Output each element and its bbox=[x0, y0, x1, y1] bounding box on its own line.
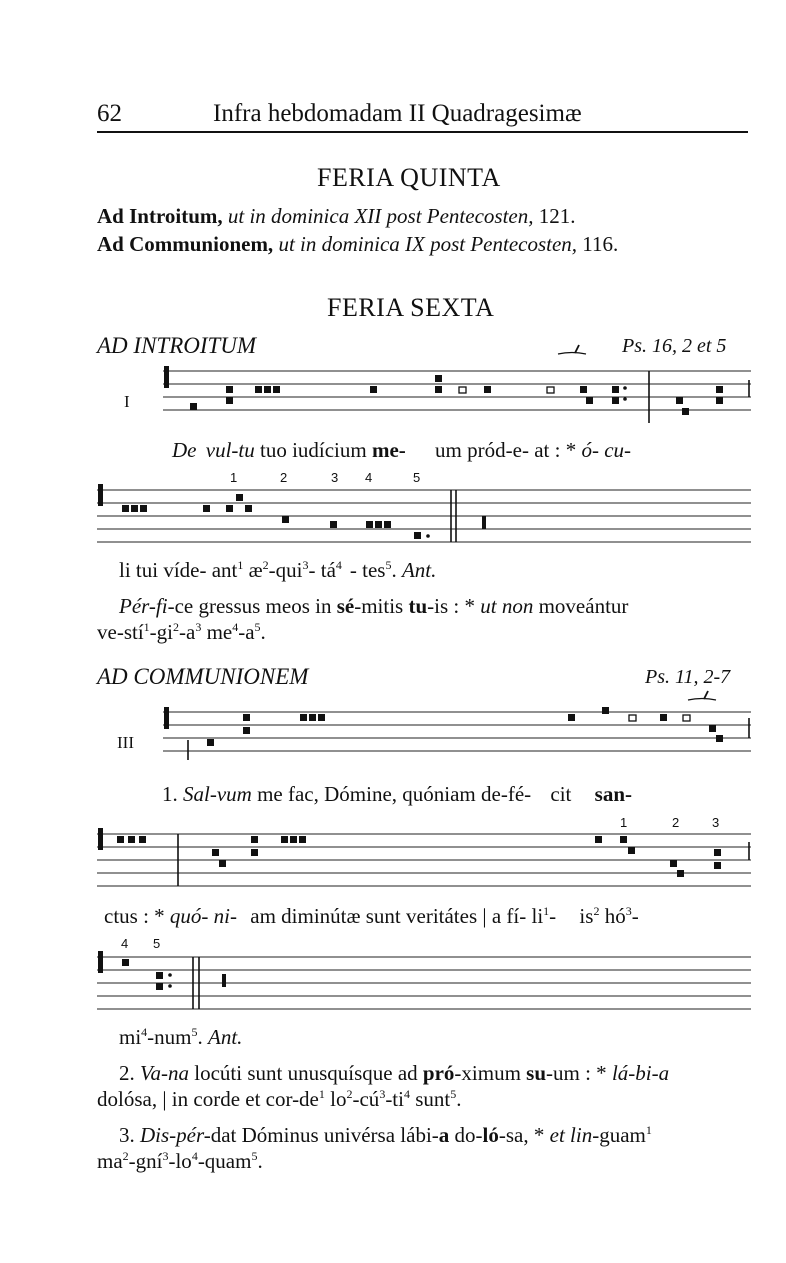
tone-number: 2 bbox=[280, 470, 288, 485]
tone-number: 1 bbox=[620, 815, 628, 830]
introitus-heading: AD INTROITUM bbox=[97, 333, 257, 358]
communio-page: 116. bbox=[582, 232, 619, 256]
tone-number: 4 bbox=[121, 936, 129, 951]
tone-number: 4 bbox=[365, 470, 373, 485]
introitus-verse-line-2: $ve-stí^1-gi^2-a^3$ $me^4-a^5$. bbox=[97, 620, 266, 644]
communio-verse-3-line-1: 3. Dis-pér-dat Dóminus univérsa lábi-a do-ló-sa, * et lin-guam$^1$ bbox=[119, 1123, 652, 1147]
running-title: Infra hebdomadam II Quadragesimæ bbox=[213, 100, 582, 127]
communio-label: Ad Communionem, bbox=[97, 232, 274, 256]
communio-lyrics-1: 1. Sal-vum me fac, Dómine, quóniam de-fé- cit san- bbox=[162, 782, 633, 806]
feria-quinta-title: FERIA QUINTA bbox=[317, 163, 501, 192]
c-clef-icon bbox=[98, 951, 103, 973]
introitus-mode: I bbox=[124, 392, 130, 411]
communio-verse-2-line-1: 2. Va-na locúti sunt unusquísque ad pró-ximum su-um : * lá-bi-a bbox=[119, 1061, 670, 1085]
communio-psalm-ref: Ps. 11, 2-7 bbox=[645, 666, 731, 688]
introitus-lyrics-1: De vul-tu tuo iudícium me- um pród-e- at : * ó- cu- bbox=[172, 438, 632, 462]
tone-number: 5 bbox=[153, 936, 161, 951]
introitus-ref: ut in dominica XII post Pentecosten, bbox=[227, 204, 534, 228]
communio-ref: ut in dominica IX post Pentecosten, bbox=[278, 232, 578, 256]
tone-number: 3 bbox=[331, 470, 339, 485]
tone-number: 2 bbox=[672, 815, 680, 830]
communio-mode: III bbox=[117, 733, 134, 752]
communio-heading: AD COMMUNIONEM bbox=[97, 664, 309, 689]
introitus-lyrics-2: li tui víde- ant$^1$ $æ^2-qui^3-$ $tá^4 - tes^5$. Ant. bbox=[119, 558, 437, 582]
tone-number: 5 bbox=[413, 470, 421, 485]
introitus-label: Ad Introitum, bbox=[97, 204, 223, 228]
introitus-page: 121. bbox=[538, 204, 576, 228]
introitus-psalm-ref: Ps. 16, 2 et 5 bbox=[622, 335, 727, 357]
communio-verse-2-line-2: dolósa, | in corde et cor-$de^1$ $lo^2-cú^3-ti^4$ sunt$^5$. bbox=[97, 1087, 462, 1111]
communio-verse-3-line-2: $ma^2-gní^3-lo^4-quam^5$. bbox=[97, 1149, 263, 1173]
communio-lyrics-3: $mi^4-num^5$. Ant. bbox=[119, 1025, 243, 1049]
feria-sexta-title: FERIA SEXTA bbox=[327, 293, 495, 322]
tone-number: 1 bbox=[230, 470, 238, 485]
introitus-verse-line-1: Pér-fi-ce gressus meos in sé-mitis tu-is : * ut non moveántur bbox=[119, 594, 629, 618]
communio-lyrics-2: ctus : * quó- ni- am diminútæ sunt veritátes | a fí- $li^1-$ $is^2$ $hó^3-$ bbox=[104, 904, 639, 928]
page-number: 62 bbox=[97, 100, 122, 127]
tone-number: 3 bbox=[712, 815, 720, 830]
